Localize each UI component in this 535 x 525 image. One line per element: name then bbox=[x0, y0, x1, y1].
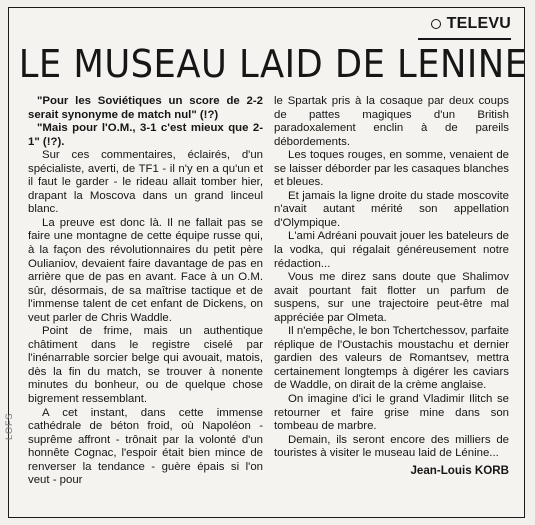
paragraph: le Spartak pris à la cosaque par deux coups de pattes magiques d'un British paradoxalement enclin à de pareils débordements. bbox=[274, 95, 509, 148]
paragraph: La preuve est donc là. Il ne fallait pas se faire une montagne de cette équipe russe qui, à la façon des révolutionnaires du petit père Oulianiov, devaient faire davantage de pas en arrière que de pas en avant. Face à un O.M. sûr, désormais, de sa maîtrise tactique et de l'immense talent de cet enfant de Dickens, on veut parler de Chris Waddle. bbox=[28, 216, 263, 324]
paragraph: Et jamais la ligne droite du stade moscovite n'avait autant mérité son appellation d'Olympique. bbox=[274, 189, 509, 229]
column-left bbox=[28, 95, 263, 488]
article-body bbox=[28, 95, 509, 488]
paragraph: Demain, ils seront encore des milliers de touristes à visiter le museau laid de Lénine... bbox=[274, 433, 509, 460]
author-signature: Jean-Louis KORB bbox=[410, 463, 509, 477]
paragraph: "Mais pour l'O.M., 3-1 c'est mieux que 2-1" (!?). bbox=[28, 122, 263, 148]
paragraph: Il n'empêche, le bon Tchertchessov, parfaite réplique de l'Oustachis moustachu et dernier gardien des valeurs de Romantsev, mettra certainement longtemps à digérer les caviars de Waddle, on dirait de la crème anglaise. bbox=[274, 325, 509, 392]
paragraph: Point de frime, mais un authentique châtiment dans le registre ciselé par l'inénarrable sorcier belge qui avouait, matois, dès la fin du match, se trouver à nonente minutes du bonheur, ou de quelque chose bigrement ressemblant. bbox=[28, 325, 263, 406]
rubric-label bbox=[431, 15, 511, 33]
headline: LE MUSEAU LAID DE LENINE bbox=[18, 42, 528, 86]
paragraph: "Pour les Soviétiques un score de 2-2 serait synonyme de match nul" (!?) bbox=[28, 95, 263, 121]
paragraph: A cet instant, dans cette immense cathédrale de béton froid, où Napoléon - suprême affront - trônait par la volonté d'un honnête Cognac, l'espoir était bien mince de renverser la tendance - guère épais si l'on veut - pour bbox=[28, 406, 263, 487]
paragraph: On imagine d'ici le grand Vladimir Ilitch se retourner et faire grise mine dans son tombeau de marbre. bbox=[274, 393, 509, 433]
circle-bullet-icon bbox=[431, 19, 441, 29]
paragraph: Sur ces commentaires, éclairés, d'un spécialiste, averti, de TF1 - il n'y en a qu'un et il faut le garder - le rideau allait tomber hier, drapant la Moscova dans un grand linceul blanc. bbox=[28, 149, 263, 216]
paragraph: L'ami Adréani pouvait jouer les bateleurs de la vodka, qui régalait généreusement notre rédaction... bbox=[274, 230, 509, 270]
rubric-text: TELEVU bbox=[446, 15, 511, 32]
rubric-underline bbox=[418, 38, 511, 40]
margin-mark: LOFS bbox=[4, 412, 14, 440]
column-right bbox=[274, 95, 509, 488]
paragraph: Les toques rouges, en somme, venaient de se laisser déborder par les casaques blanches et bleues. bbox=[274, 149, 509, 189]
paragraph: Vous me direz sans doute que Shalimov avait pourtant fait flotter un parfum de suspens, sur une trajectoire peut-être mal appréciée par Olmeta. bbox=[274, 271, 509, 324]
